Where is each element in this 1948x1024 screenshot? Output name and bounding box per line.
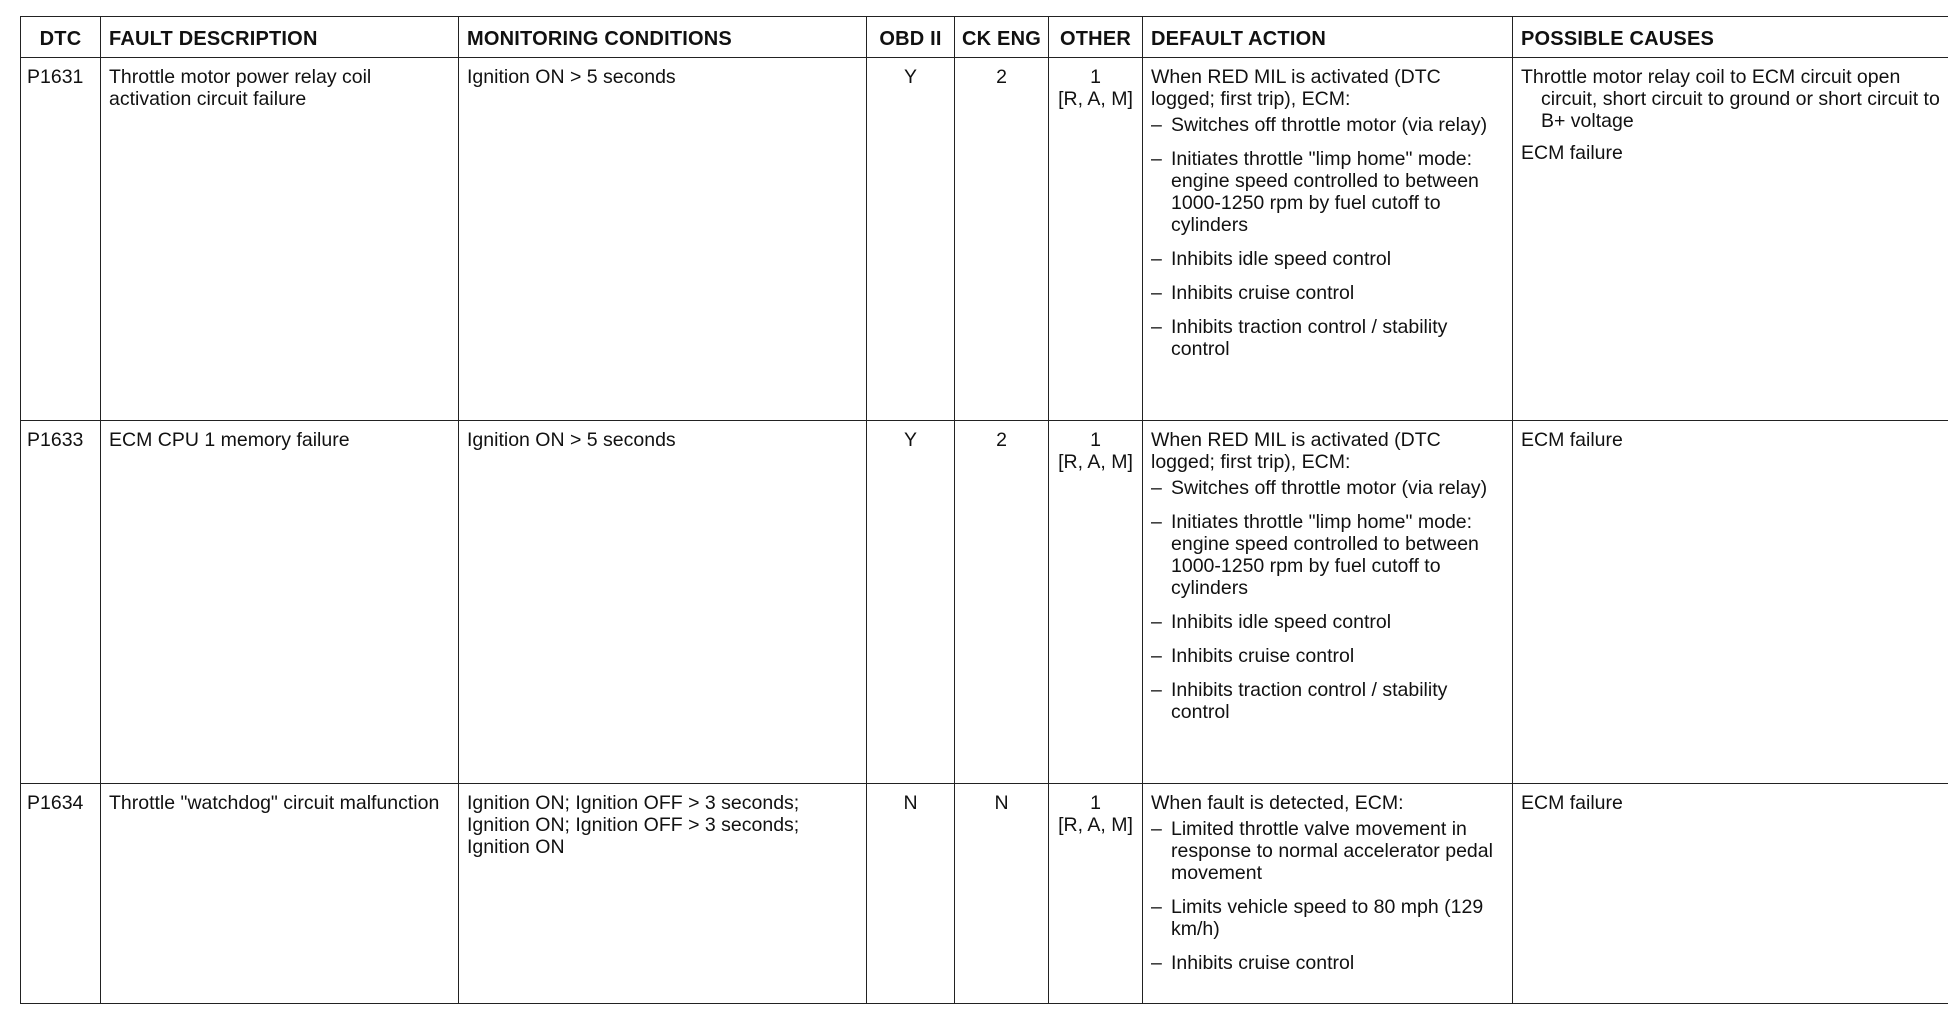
possible-causes-cell — [1513, 784, 1948, 1004]
default-action-list — [1151, 818, 1504, 974]
header-other: OTHER — [1049, 17, 1143, 58]
monitoring-conditions: Ignition ON > 5 seconds — [459, 421, 867, 784]
list-item: – Inhibits cruise control — [1151, 952, 1355, 974]
other-cell — [1049, 421, 1143, 784]
list-item: – Inhibits idle speed control — [1151, 248, 1392, 270]
possible-cause: ECM failure — [1521, 142, 1623, 164]
dtc-code: P1631 — [21, 58, 101, 421]
default-action-cell — [1143, 58, 1513, 421]
other-codes: [R, A, M] — [1058, 451, 1133, 473]
header-default-action: DEFAULT ACTION — [1143, 17, 1513, 58]
possible-causes-cell — [1513, 421, 1948, 784]
fault-description: Throttle motor power relay coil activation circuit failure — [101, 58, 459, 421]
other-cell — [1049, 58, 1143, 421]
list-item: – Inhibits cruise control — [1151, 645, 1355, 667]
default-action-intro: When fault is detected, ECM: — [1151, 792, 1404, 814]
list-item: – Inhibits cruise control — [1151, 282, 1355, 304]
list-item: – Limits vehicle speed to 80 mph (129 km/h) — [1151, 896, 1484, 940]
list-item: – Inhibits traction control / stability control — [1151, 679, 1448, 723]
header-monitoring-conditions: MONITORING CONDITIONS — [459, 17, 867, 58]
header-obd-ii: OBD II — [867, 17, 955, 58]
possible-cause: Throttle motor relay coil to ECM circuit open circuit, short circuit to ground or short circuit to B+ voltage — [1521, 66, 1940, 132]
possible-cause: ECM failure — [1521, 429, 1623, 451]
obd-ii-value: N — [867, 784, 955, 1004]
other-codes: [R, A, M] — [1058, 814, 1133, 836]
fault-description: Throttle "watchdog" circuit malfunction — [101, 784, 459, 1004]
monitoring-conditions: Ignition ON > 5 seconds — [459, 58, 867, 421]
ck-eng-value: 2 — [955, 421, 1049, 784]
table-row — [21, 58, 1948, 421]
header-dtc: DTC — [21, 17, 101, 58]
table-row — [21, 784, 1948, 1004]
default-action-cell — [1143, 784, 1513, 1004]
header-possible-causes: POSSIBLE CAUSES — [1513, 17, 1948, 58]
list-item: – Initiates throttle "limp home" mode: engine speed controlled to between 1000-1250 rpm by fuel cutoff to cylinders — [1151, 148, 1479, 236]
default-action-cell — [1143, 421, 1513, 784]
list-item: – Inhibits traction control / stability control — [1151, 316, 1448, 360]
header-fault-description: FAULT DESCRIPTION — [101, 17, 459, 58]
dtc-table — [20, 16, 1948, 1004]
dtc-code: P1634 — [21, 784, 101, 1004]
list-item: – Inhibits idle speed control — [1151, 611, 1392, 633]
monitoring-conditions: Ignition ON; Ignition OFF > 3 seconds; Ignition ON; Ignition OFF > 3 seconds; Ignition ON — [459, 784, 867, 1004]
dtc-code: P1633 — [21, 421, 101, 784]
default-action-list — [1151, 114, 1504, 360]
possible-cause: ECM failure — [1521, 792, 1623, 814]
other-codes: [R, A, M] — [1058, 88, 1133, 110]
other-number: 1 — [1090, 66, 1101, 88]
list-item: – Switches off throttle motor (via relay) — [1151, 477, 1488, 499]
header-ck-eng: CK ENG — [955, 17, 1049, 58]
table-row — [21, 421, 1948, 784]
fault-description: ECM CPU 1 memory failure — [101, 421, 459, 784]
obd-ii-value: Y — [867, 58, 955, 421]
header-row — [21, 17, 1948, 58]
other-cell — [1049, 784, 1143, 1004]
list-item: – Switches off throttle motor (via relay) — [1151, 114, 1488, 136]
ck-eng-value: N — [955, 784, 1049, 1004]
possible-causes-cell — [1513, 58, 1948, 421]
list-item: – Initiates throttle "limp home" mode: engine speed controlled to between 1000-1250 rpm by fuel cutoff to cylinders — [1151, 511, 1479, 599]
default-action-intro: When RED MIL is activated (DTC logged; first trip), ECM: — [1151, 429, 1441, 473]
other-number: 1 — [1090, 429, 1101, 451]
default-action-intro: When RED MIL is activated (DTC logged; first trip), ECM: — [1151, 66, 1441, 110]
list-item: – Limited throttle valve movement in response to normal accelerator pedal movement — [1151, 818, 1493, 884]
default-action-list — [1151, 477, 1504, 723]
obd-ii-value: Y — [867, 421, 955, 784]
other-number: 1 — [1090, 792, 1101, 814]
ck-eng-value: 2 — [955, 58, 1049, 421]
